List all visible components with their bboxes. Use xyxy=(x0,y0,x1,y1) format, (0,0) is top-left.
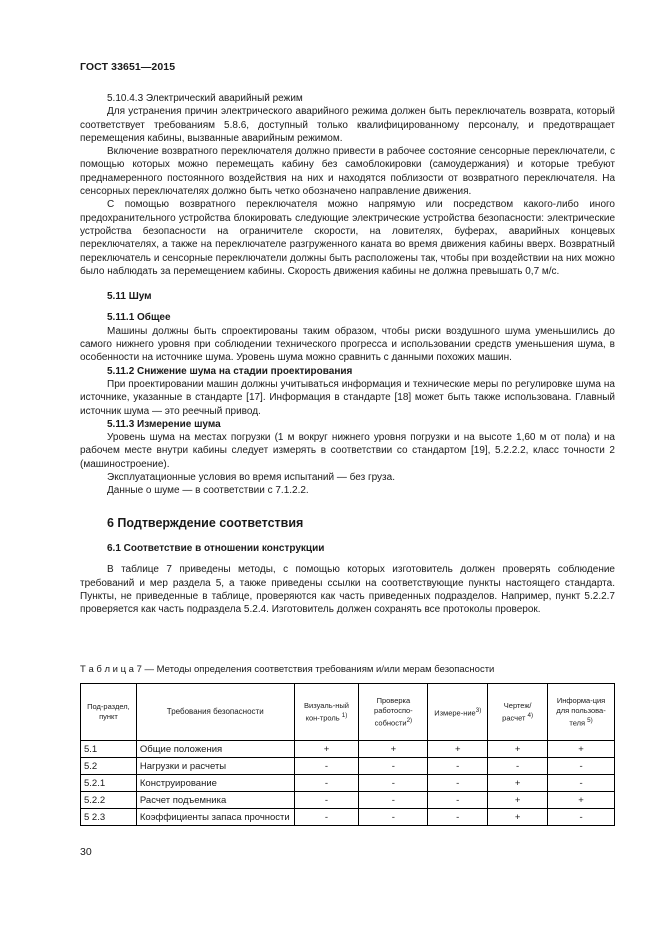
table-row xyxy=(81,741,615,758)
measure-cell: + xyxy=(428,741,488,758)
drawing-cell: + xyxy=(488,809,548,826)
table-header-row xyxy=(81,684,615,741)
requirement-cell: Коэффициенты запаса прочности xyxy=(136,809,294,826)
visual-cell: - xyxy=(294,792,359,809)
body-text xyxy=(80,92,615,616)
paragraph: В таблице 7 приведены методы, с помощью которых изготовитель должен проверять соблюдение требований и мер раздела 5, а также приведены ссылки на соответствующие пункты настоящего стандарта. Пункты, не приведенные в таблице, проверяются как часть приведенных подразделов. Например, пункт 5.2.2.7 проверяется как часть подраздела 5.2.4. Изготовитель должен сохранять все протоколы проверок. xyxy=(80,564,615,616)
function-cell: - xyxy=(359,775,428,792)
paragraph: С помощью возвратного переключателя можно напрямую или посредством какого-либо иного предохранительного устройства блокировать следующие электрические устройства безопасности: электрические устройства безопасности на ограничителе скорости, на ловителях, буферах, аварийных концевых переключателях, а также на переключателе разгруженного каната во время движения кабины вверх. Возвратный переключатель и сенсорные переключатели должны быть расположены так, чтобы при воздействии на них можно было наблюдать за перемещением кабины. Скорость движения кабины не должна превышать 0,7 м/с. xyxy=(80,199,615,277)
drawing-cell: + xyxy=(488,775,548,792)
drawing-cell: + xyxy=(488,741,548,758)
header-function: Проверка работоспо-собности$^{2)}$ xyxy=(359,684,428,741)
clause-cell: 5.2.1 xyxy=(81,775,137,792)
info-cell: - xyxy=(548,775,615,792)
clause-heading-5-11-3: 5.11.3 Измерение шума xyxy=(107,418,221,430)
visual-cell: - xyxy=(294,758,359,775)
info-cell: - xyxy=(548,809,615,826)
header-visual: Визуаль-ный кон-троль $^{1)}$ xyxy=(294,684,359,741)
clause-heading-5-11-1: 5.11.1 Общее xyxy=(107,312,171,324)
header-measure: Измере-ние$^{3)}$ xyxy=(428,684,488,741)
requirement-cell: Расчет подъемника xyxy=(136,792,294,809)
clause-cell: 5.2.2 xyxy=(81,792,137,809)
requirement-cell: Конструирование xyxy=(136,775,294,792)
visual-cell: - xyxy=(294,809,359,826)
clause-heading-6-1: 6.1 Соответствие в отношении конструкции xyxy=(107,542,325,554)
table-caption: Т а б л и ц а 7 — Методы определения соответствия требованиям и/или мерам безопасности xyxy=(80,664,495,675)
header-info: Информа-ция для пользова-теля $^{5)}$ xyxy=(548,684,615,741)
header-drawing: Чертеж/ расчет $^{4)}$ xyxy=(488,684,548,741)
clause-cell: 5.2 xyxy=(81,758,137,775)
verification-methods-table xyxy=(80,683,615,826)
paragraph: Уровень шума на местах погрузки (1 м вокруг нижнего уровня погрузки и на высоте 1,60 м от пола) и на рабочем месте внутри кабины следует измерять в соответствии со стандартом [19], 5.2.2.2, класс точности 2 (машиностроение). xyxy=(80,432,615,470)
clause-heading-5-10-4-3: 5.10.4.3 Электрический аварийный режим xyxy=(107,93,303,104)
clause-heading-5-11-2: 5.11.2 Снижение шума на стадии проектирования xyxy=(107,365,353,377)
paragraph: Включение возвратного переключателя должно привести в рабочее состояние сенсорные переключатели, с помощью которых можно перемещать кабину без самоблокировки (самоудержания) и которые требуют преднамеренного постоянного воздействия на них и находятся поблизости от возвратного переключателя. На сенсорных переключателях должно быть четко обозначено направление движения. xyxy=(80,146,615,198)
paragraph: При проектировании машин должны учитываться информация и технические меры по регулировке шума на источнике, указанные в стандарте [17]. Информация в стандарте [18] может быть также использована. Главный источник шума — это реечный привод. xyxy=(80,378,615,417)
table-row xyxy=(81,775,615,792)
section-title-6: 6 Подтверждение соответствия xyxy=(107,515,304,530)
table-row xyxy=(81,809,615,826)
requirement-cell: Общие положения xyxy=(136,741,294,758)
info-cell: - xyxy=(548,758,615,775)
paragraph: Машины должны быть спроектированы таким образом, чтобы риски воздушного шума уменьшились до самого нижнего уровня при соблюдении технического прогресса и использовании средств уменьшения шума, в особенности на источнике шума. Уровень шума можно сравнить с данными похожих машин. xyxy=(80,325,615,364)
requirement-cell: Нагрузки и расчеты xyxy=(136,758,294,775)
visual-cell: - xyxy=(294,775,359,792)
function-cell: - xyxy=(359,758,428,775)
function-cell: + xyxy=(359,741,428,758)
drawing-cell: - xyxy=(488,758,548,775)
header-subsection: Под-раздел, пункт xyxy=(81,684,137,741)
function-cell: - xyxy=(359,792,428,809)
table-row xyxy=(81,792,615,809)
info-cell: + xyxy=(548,792,615,809)
header-requirement: Требования безопасности xyxy=(136,684,294,741)
drawing-cell: + xyxy=(488,792,548,809)
measure-cell: - xyxy=(428,775,488,792)
document-header: ГОСТ 33651—2015 xyxy=(80,61,176,73)
page-number: 30 xyxy=(80,846,92,858)
function-cell: - xyxy=(359,809,428,826)
paragraph: Для устранения причин электрического аварийного режима должен быть переключатель возврата, который соответствует требованиям 5.8.6, доступный только квалифицированному персоналу, и предотвращает перемещения кабины, вызванные аварийным режимом. xyxy=(80,106,615,144)
table-row xyxy=(81,758,615,775)
clause-cell: 5 2.3 xyxy=(81,809,137,826)
measure-cell: - xyxy=(428,792,488,809)
clause-heading-5-11: 5.11 Шум xyxy=(107,291,152,303)
measure-cell: - xyxy=(428,758,488,775)
measure-cell: - xyxy=(428,809,488,826)
visual-cell: + xyxy=(294,741,359,758)
paragraph: Данные о шуме — в соответствии с 7.1.2.2. xyxy=(107,485,309,497)
info-cell: + xyxy=(548,741,615,758)
clause-cell: 5.1 xyxy=(81,741,137,758)
paragraph: Эксплуатационные условия во время испытаний — без груза. xyxy=(107,472,395,484)
